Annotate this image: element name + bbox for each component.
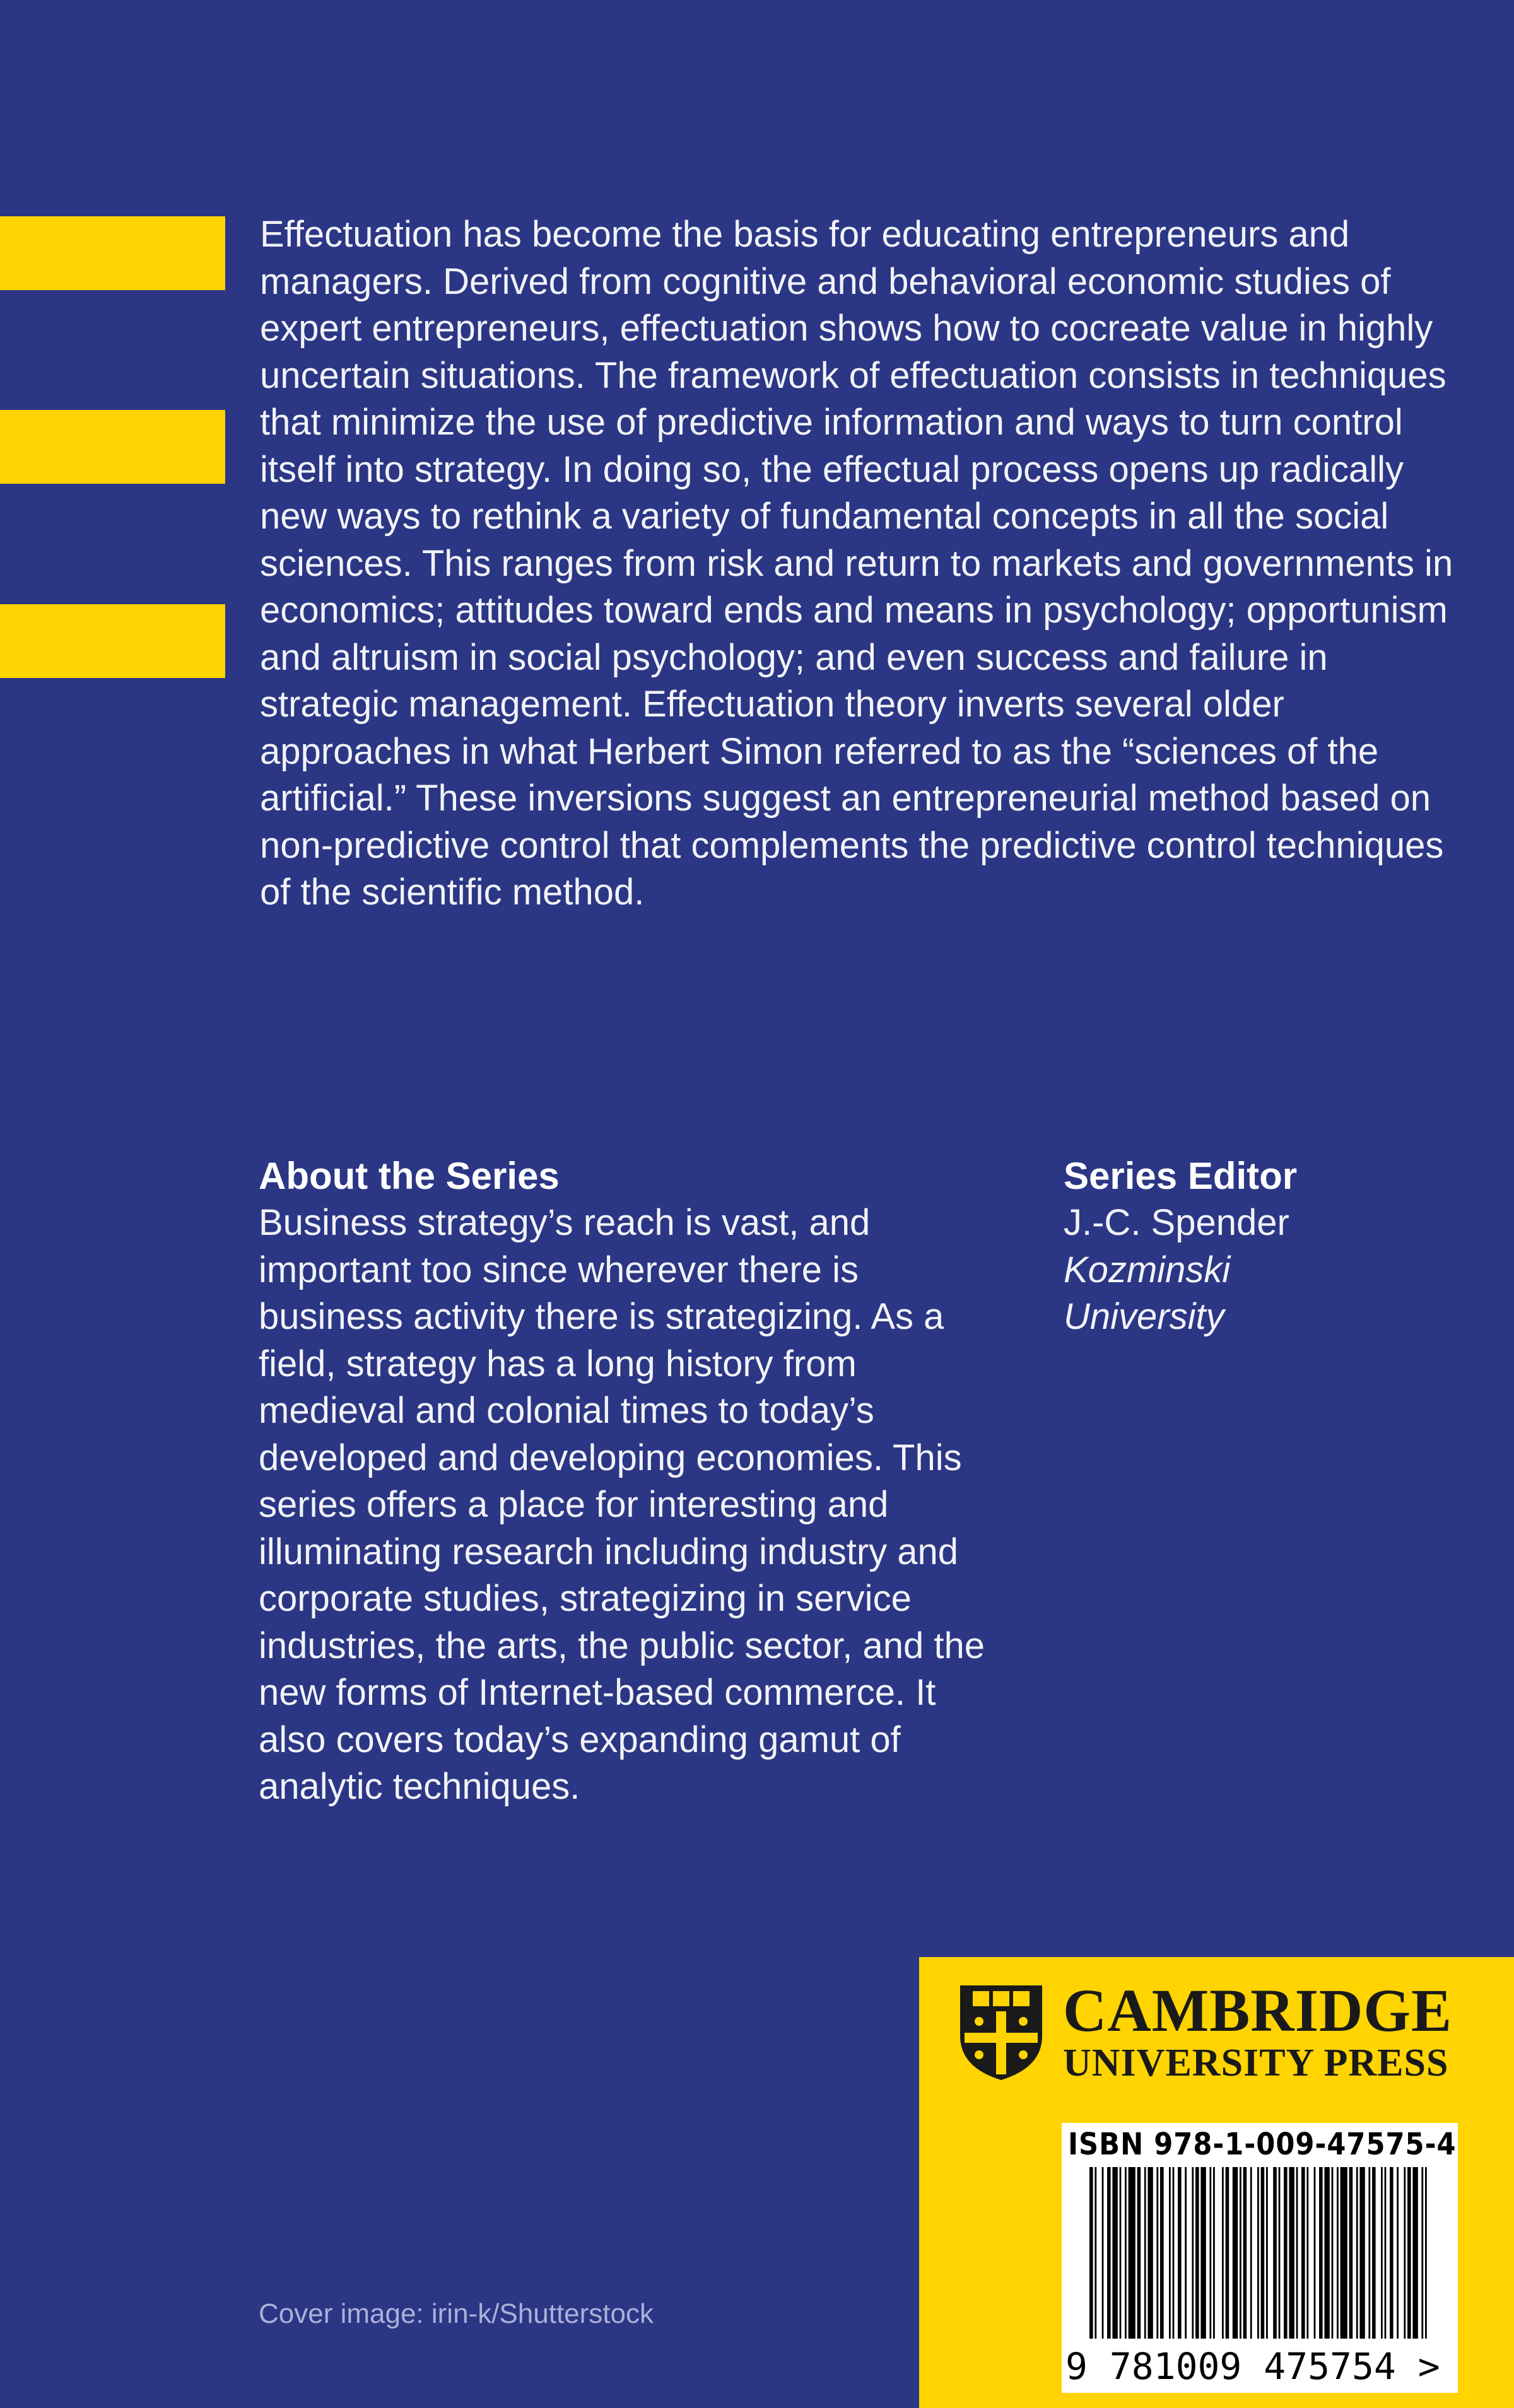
about-series-heading: About the Series (259, 1155, 560, 1197)
barcode-bar (1289, 2167, 1294, 2339)
barcode-bar (1407, 2167, 1411, 2339)
barcode-bar (1156, 2167, 1158, 2339)
barcode-bar (1240, 2167, 1241, 2339)
barcode-bar (1390, 2167, 1394, 2339)
barcode-bar (1250, 2167, 1252, 2339)
barcode-bar (1421, 2167, 1423, 2339)
barcode-bar (1120, 2167, 1122, 2339)
barcode-bar (1178, 2167, 1182, 2339)
series-editor-affiliation-1: Kozminski (1064, 1249, 1231, 1290)
barcode-bar (1273, 2167, 1277, 2339)
barcode-bar (1169, 2167, 1171, 2339)
barcode-bar (1372, 2167, 1376, 2339)
barcode-bar (1089, 2167, 1093, 2339)
barcode-bar (1107, 2167, 1111, 2339)
yellow-stripe-3 (0, 604, 225, 678)
barcode-bar (1324, 2167, 1329, 2339)
barcode-bar (1349, 2167, 1353, 2339)
barcode-bar (1209, 2167, 1211, 2339)
barcode-bar (1226, 2167, 1229, 2339)
yellow-stripe-1 (0, 216, 225, 290)
barcode-bar (1319, 2167, 1323, 2339)
isbn-label: ISBN 978-1-009-47575-4 (1068, 2127, 1457, 2162)
barcode-bar (1381, 2167, 1383, 2339)
book-blurb: Effectuation has become the basis for educating entrepreneurs and managers. Derived from cognitive and behavioral economic studies of expert entrepreneurs, effectuation shows how to cocreate value in highly uncertain situations. The framework of effectuation consists in techniques that minimize the use of predictive information and ways to turn control itself into strategy. In doing so, the effectual process opens up radically new ways to rethink a variety of fundamental concepts in all the social sciences. This ranges from risk and return to markets and governments in economics; attitudes toward ends and means in psychology; opportunism and altruism in social psychology; and even success and failure in strategic management. Effectuation theory inverts several older approaches in what Herbert Simon referred to as the “sciences of the artificial.” These inversions suggest an entrepreneurial method based on non-predictive control that complements the predictive control techniques of the scientific method. (260, 214, 1453, 913)
barcode-bar (1332, 2167, 1334, 2339)
publisher-name-line1: CAMBRIDGE (1063, 1977, 1453, 2044)
barcode-bar (1425, 2167, 1427, 2339)
barcode-bar (1314, 2167, 1316, 2339)
barcode-bar (1160, 2167, 1164, 2339)
barcode-bar (1296, 2167, 1298, 2339)
barcode-bar (1173, 2167, 1175, 2339)
series-editor-affiliation-2: University (1064, 1296, 1224, 1337)
barcode-bars (1062, 2165, 1458, 2393)
barcode-bar (1129, 2167, 1136, 2339)
barcode-bar (1412, 2167, 1417, 2339)
barcode-bar (1102, 2167, 1104, 2339)
series-editor-section (1064, 1153, 1442, 1341)
barcode-bar (1147, 2167, 1153, 2339)
barcode-bar (1195, 2167, 1199, 2339)
barcode-bar (1125, 2167, 1127, 2339)
about-series-section (259, 1153, 1016, 1811)
yellow-stripe-2 (0, 410, 225, 484)
barcode-bar (1368, 2167, 1370, 2339)
barcode-bar (1222, 2167, 1224, 2339)
cover-image-credit: Cover image: irin-k/Shutterstock (259, 2298, 654, 2329)
barcode-bar (1112, 2167, 1117, 2339)
barcode-bar (1200, 2167, 1206, 2339)
barcode-bar (1356, 2167, 1358, 2339)
publisher-name (1063, 1979, 1492, 2084)
barcode-bar (1094, 2167, 1096, 2339)
barcode-bar (1397, 2167, 1399, 2339)
barcode-bar (1261, 2167, 1265, 2339)
barcode-bar (1337, 2167, 1339, 2339)
publisher-name-line2: UNIVERSITY PRESS (1063, 2042, 1449, 2084)
series-editor-name: J.-C. Spender (1064, 1202, 1289, 1243)
barcode-bar (1279, 2167, 1281, 2339)
about-series-text: Business strategy’s reach is vast, and important too since wherever there is business activity there is strategizing. As a field, strategy has a long history from medieval and colonial times to today’s developed and developing economies. This series offers a place for interesting and illuminating research including industry and corporate studies, strategizing in service industries, the arts, the public sector, and the new forms of Internet-based commerce. It also covers today’s expanding gamut of analytic techniques. (259, 1202, 985, 1807)
barcode-bar (1266, 2167, 1268, 2339)
barcode (1062, 2123, 1458, 2393)
barcode-bar (1306, 2167, 1308, 2339)
series-editor-heading: Series Editor (1064, 1155, 1298, 1197)
barcode-bar (1404, 2167, 1405, 2339)
barcode-bar (1359, 2167, 1364, 2339)
barcode-bar (1385, 2167, 1387, 2339)
barcode-bar (1213, 2167, 1215, 2339)
barcode-bar (1243, 2167, 1247, 2339)
barcode-digits: 9 781009 475754 > (1065, 2345, 1440, 2388)
barcode-bar (1257, 2167, 1259, 2339)
publisher-panel (919, 1957, 1514, 2408)
barcode-bar (1144, 2167, 1146, 2339)
barcode-bar (1301, 2167, 1305, 2339)
barcode-bar (1233, 2167, 1238, 2339)
barcode-bar (1284, 2167, 1288, 2339)
barcode-bar (1192, 2167, 1194, 2339)
barcode-bar (1341, 2167, 1347, 2339)
barcode-bar (1185, 2167, 1187, 2339)
barcode-bar (1137, 2167, 1141, 2339)
cambridge-crest-icon (957, 1982, 1045, 2083)
